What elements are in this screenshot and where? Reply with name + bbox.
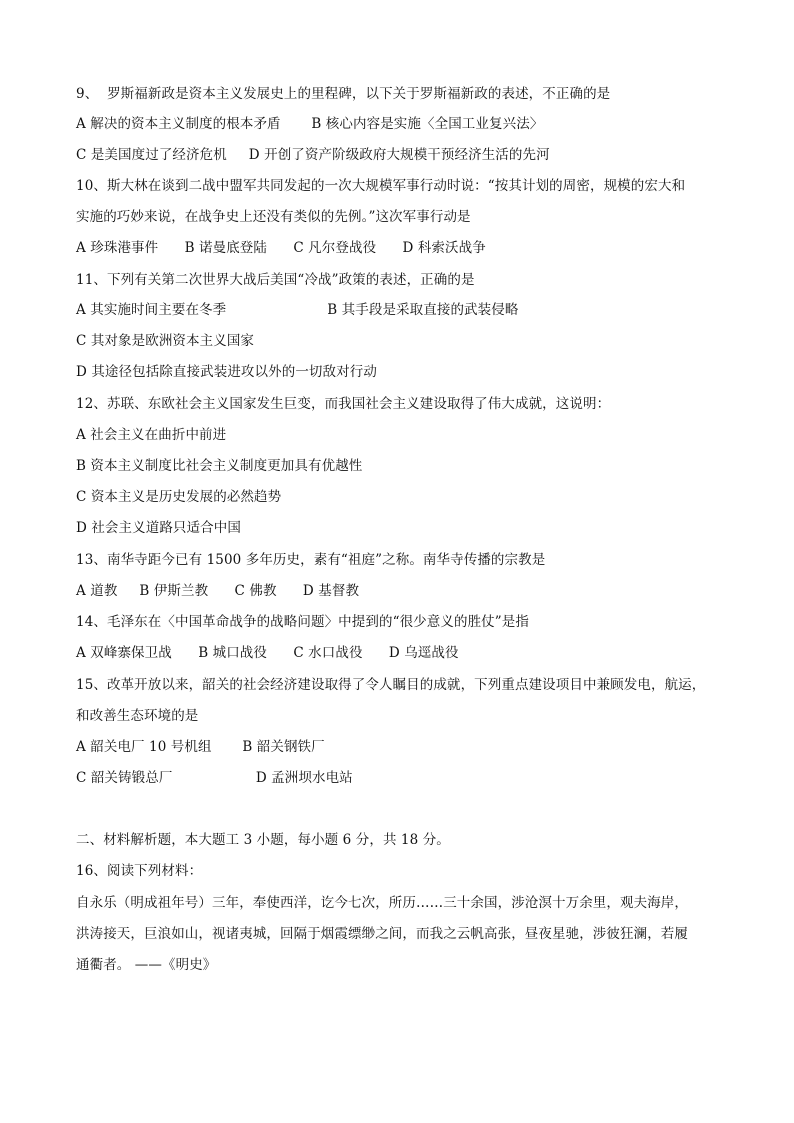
q16-material-line1: 自永乐（明成祖年号）三年，奉使西洋，讫今七次，所历……三十余国，涉沧溟十万余里，观夫海岸， [76, 895, 688, 911]
q10-stem-line2: 实施的巧妙来说，在战争史上还没有类似的先例。”这次军事行动是 [76, 209, 471, 225]
q16-material-line3: 通衢者。 ——《明史》 [76, 957, 217, 973]
q15-stem-line2: 和改善生态环境的是 [76, 708, 199, 724]
q9-options-ab: A 解决的资本主义制度的根本矛盾 B 核心内容是实施〈全国工业复兴法〉 [76, 116, 544, 132]
q10-stem-line1: 10、斯大林在谈到二战中盟军共同发起的一次大规模军事行动时说：“按其计划的周密，规模的宏大和 [76, 178, 686, 194]
section-two-heading: 二、材料解析题，本大题工 3 小题，每小题 6 分，共 18 分。 [76, 832, 450, 848]
q12-option-b: B 资本主义制度比社会主义制度更加具有优越性 [76, 458, 363, 474]
q11-stem: 11、下列有关第二次世界大战后美国“冷战”政策的表述，正确的是 [76, 272, 475, 288]
q16-material-line2: 洪涛接天，巨浪如山，视诸夷城，回隔于烟霞缥缈之间，而我之云帆高张，昼夜星驰，涉彼狂澜，若履 [76, 926, 688, 942]
q12-option-c: C 资本主义是历史发展的必然趋势 [76, 489, 282, 505]
q11-options-ab: A 其实施时间主要在冬季 B 其手段是采取直接的武装侵略 [76, 302, 519, 318]
q15-stem-line1: 15、改革开放以来，韶关的社会经济建设取得了令人瞩目的成就，下列重点建设项目中兼顾发电，航运， [76, 677, 706, 693]
q16-stem: 16、阅读下列材料： [76, 863, 203, 879]
q10-options: A 珍珠港事件 B 诺曼底登陆 C 凡尔登战役 D 科索沃战争 [76, 240, 486, 256]
q14-stem: 14、毛泽东在〈中国革命战争的战略问题〉中提到的“很少意义的胜仗”是指 [76, 614, 529, 630]
q9-options-cd: C 是美国度过了经济危机 D 开创了资产阶级政府大规模干预经济生活的先河 [76, 147, 550, 163]
q12-option-d: D 社会主义道路只适合中国 [76, 520, 241, 536]
q9-stem: 9、 罗斯福新政是资本主义发展史上的里程碑，以下关于罗斯福新政的表述，不正确的是 [76, 86, 611, 102]
q12-stem: 12、苏联、东欧社会主义国家发生巨变，而我国社会主义建设取得了伟大成就，这说明： [76, 396, 611, 412]
q11-option-c: C 其对象是欧洲资本主义国家 [76, 333, 255, 349]
q15-options-cd: C 韶关铸锻总厂 D 孟洲坝水电站 [76, 770, 353, 786]
q13-stem: 13、南华寺距今已有 1500 多年历史，素有“祖庭”之称。南华寺传播的宗教是 [76, 552, 546, 568]
q11-option-d: D 其途径包括除直接武装进攻以外的一切敌对行动 [76, 364, 377, 380]
q14-options: A 双峰寨保卫战 B 城口战役 C 水口战役 D 乌逕战役 [76, 645, 459, 661]
q13-options: A 道教 B 伊斯兰教 C 佛教 D 基督教 [76, 583, 360, 599]
q12-option-a: A 社会主义在曲折中前进 [76, 427, 227, 443]
q15-options-ab: A 韶关电厂 10 号机组 B 韶关钢铁厂 [76, 739, 325, 755]
